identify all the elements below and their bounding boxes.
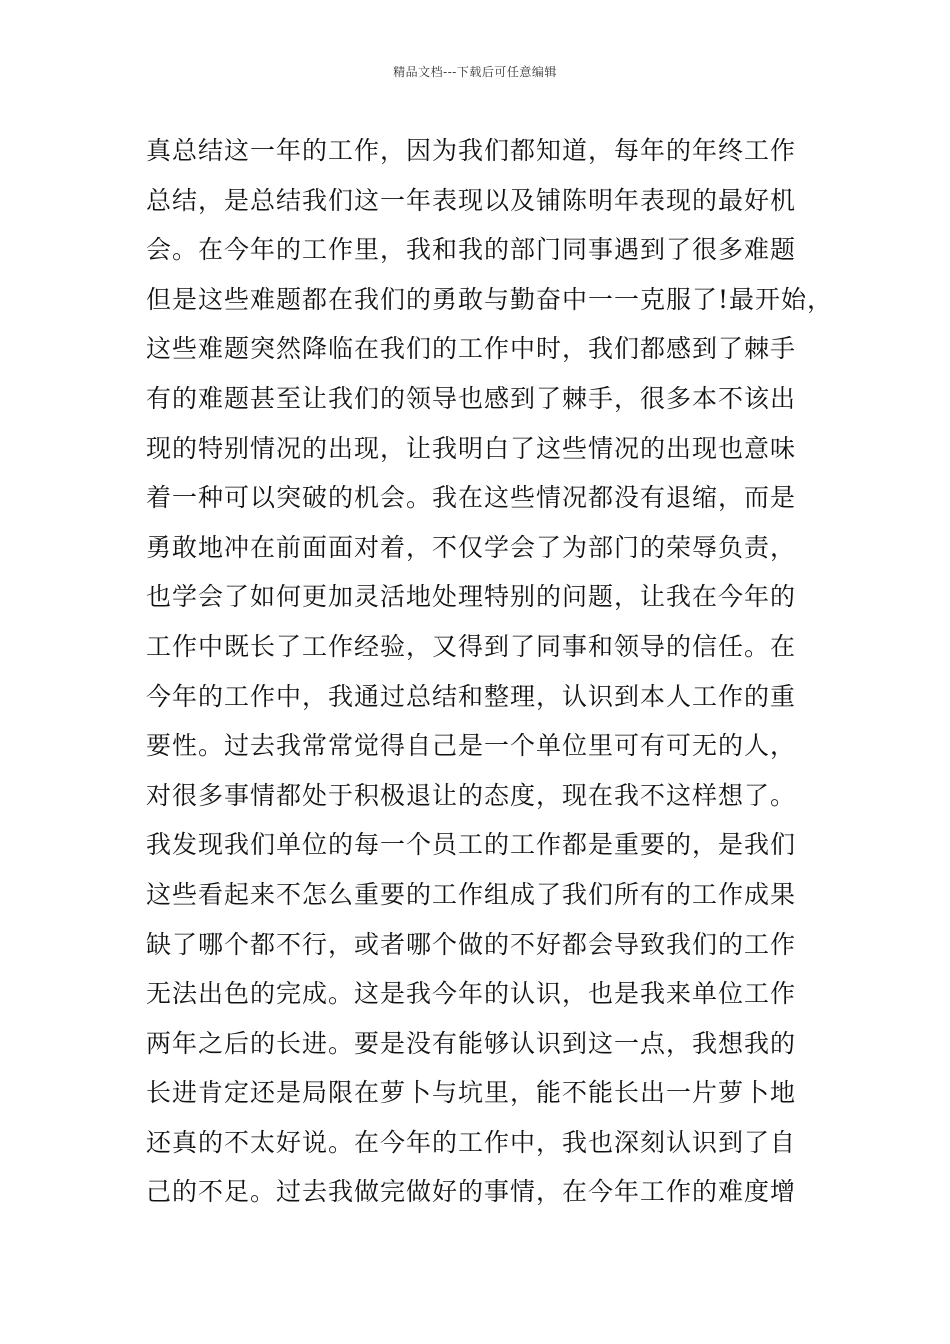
text-line: 我发现我们单位的每一个员工的工作都是重要的，是我们 xyxy=(146,830,797,860)
text-line: 工作中既长了工作经验，又得到了同事和领导的信任。在 xyxy=(146,631,797,661)
text-line: 己的不足。过去我做完做好的事情，在今年工作的难度增 xyxy=(146,1177,797,1207)
text-line: 现的特别情况的出现，让我明白了这些情况的出现也意味 xyxy=(146,433,797,463)
text-line: 真总结这一年的工作，因为我们都知道，每年的年终工作 xyxy=(146,136,797,165)
text-line: 也学会了如何更加灵活地处理特别的问题，让我在今年的 xyxy=(146,582,797,612)
text-line: 着一种可以突破的机会。我在这些情况都没有退缩，而是 xyxy=(146,483,797,513)
text-line: 要性。过去我常常觉得自己是一个单位里可有可无的人， xyxy=(146,731,797,761)
text-line: 但是这些难题都在我们的勇敢与勤奋中一一克服了!最开始， xyxy=(146,284,834,314)
text-line: 还真的不太好说。在今年的工作中，我也深刻认识到了自 xyxy=(146,1127,797,1157)
text-line: 无法出色的完成。这是我今年的认识，也是我来单位工作 xyxy=(146,979,797,1009)
text-line: 会。在今年的工作里，我和我的部门同事遇到了很多难题 xyxy=(146,235,797,265)
text-line: 对很多事情都处于积极退让的态度，现在我不这样想了。 xyxy=(146,780,797,810)
body-text xyxy=(146,126,834,1217)
text-line: 今年的工作中，我通过总结和整理，认识到本人工作的重 xyxy=(146,681,797,711)
text-line: 有的难题甚至让我们的领导也感到了棘手，很多本不该出 xyxy=(146,383,797,413)
text-line: 这些看起来不怎么重要的工作组成了我们所有的工作成果 xyxy=(146,879,797,909)
text-line: 勇敢地冲在前面面对着，不仅学会了为部门的荣辱负责， xyxy=(146,532,797,562)
text-line: 这些难题突然降临在我们的工作中时，我们都感到了棘手 xyxy=(146,334,797,364)
text-line: 两年之后的长进。要是没有能够认识到这一点，我想我的 xyxy=(146,1028,797,1058)
text-line: 长进肯定还是局限在萝卜与坑里，能不能长出一片萝卜地 xyxy=(146,1078,797,1108)
text-line: 总结，是总结我们这一年表现以及铺陈明年表现的最好机 xyxy=(146,185,797,215)
page-header: 精品文档---下载后可任意编辑 xyxy=(393,65,557,79)
text-line: 缺了哪个都不行，或者哪个做的不好都会导致我们的工作 xyxy=(146,929,797,959)
